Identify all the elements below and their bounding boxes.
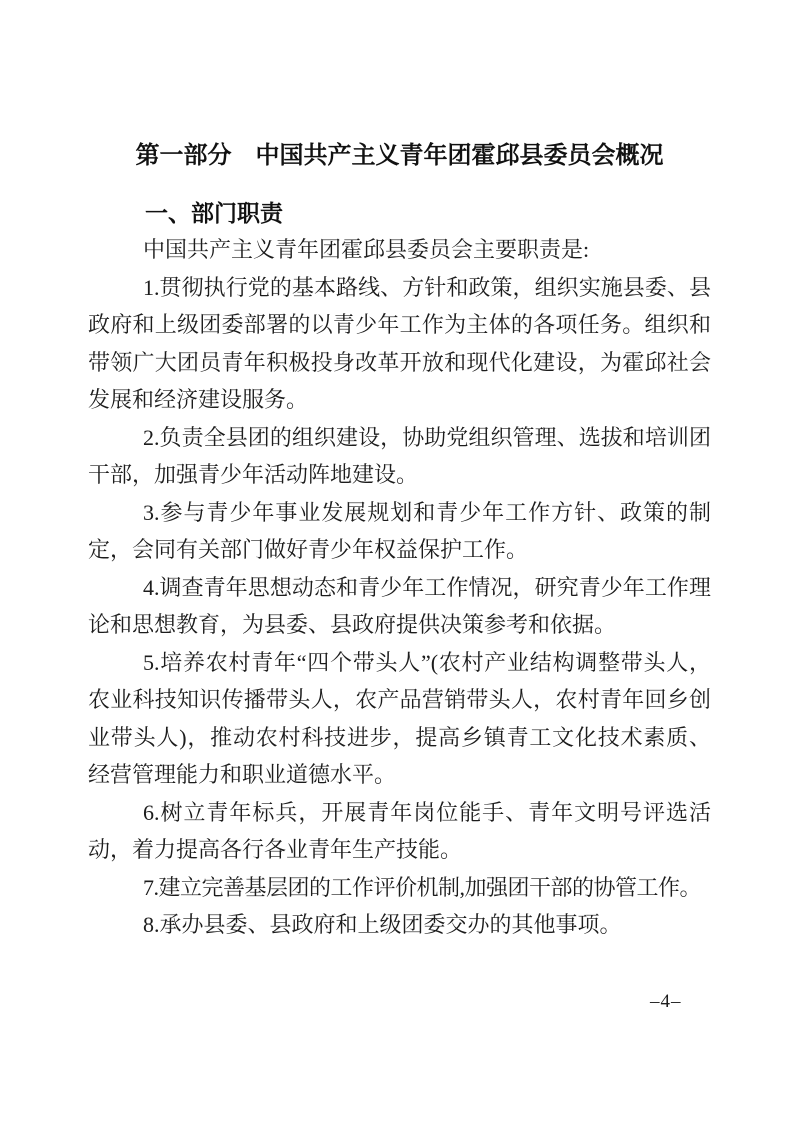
- paragraph-item-5: 5.培养农村青年“四个带头人”(农村产业结构调整带头人，农业科技知识传播带头人，农产品营销带头人，农村青年回乡创业带头人)，推动农村科技进步，提高乡镇青工文化技术素质、经营管理能力和职业道德水平。: [88, 649, 711, 787]
- paragraph-item-8: 8.承办县委、县政府和上级团委交办的其他事项。: [143, 912, 622, 937]
- paragraph-item-6: 6.树立青年标兵，开展青年岗位能手、青年文明号评选活动，着力提高各行各业青年生产技能。: [88, 799, 711, 862]
- paragraph-item-1: 1.贯彻执行党的基本路线、方针和政策，组织实施县委、县政府和上级团委部署的以青少年工作为主体的各项任务。组织和带领广大团员青年积极投身改革开放和现代化建设，为霍邱社会发展和经济建设服务。: [88, 274, 711, 412]
- section-heading: 一、部门职责: [145, 200, 283, 226]
- paragraph-item-2: 2.负责全县团的组织建设，协助党组织管理、选拔和培训团干部，加强青少年活动阵地建设。: [88, 424, 711, 487]
- body-text: [88, 231, 711, 944]
- paragraph-item-7: 7.建立完善基层团的工作评价机制,加强团干部的协管工作。: [143, 874, 702, 900]
- paragraph-item-3: 3.参与青少年事业发展规划和青少年工作方针、政策的制定，会同有关部门做好青少年权益保护工作。: [88, 499, 711, 562]
- page-number: –4–: [650, 991, 682, 1012]
- document-content: [88, 139, 711, 944]
- paragraph-item-4: 4.调查青年思想动态和青少年工作情况，研究青少年工作理论和思想教育，为县委、县政府提供决策参考和依据。: [88, 574, 711, 637]
- page-title: 第一部分 中国共产主义青年团霍邱县委员会概况: [135, 142, 664, 169]
- paragraph-intro: 中国共产主义青年团霍邱县委员会主要职责是:: [143, 237, 590, 262]
